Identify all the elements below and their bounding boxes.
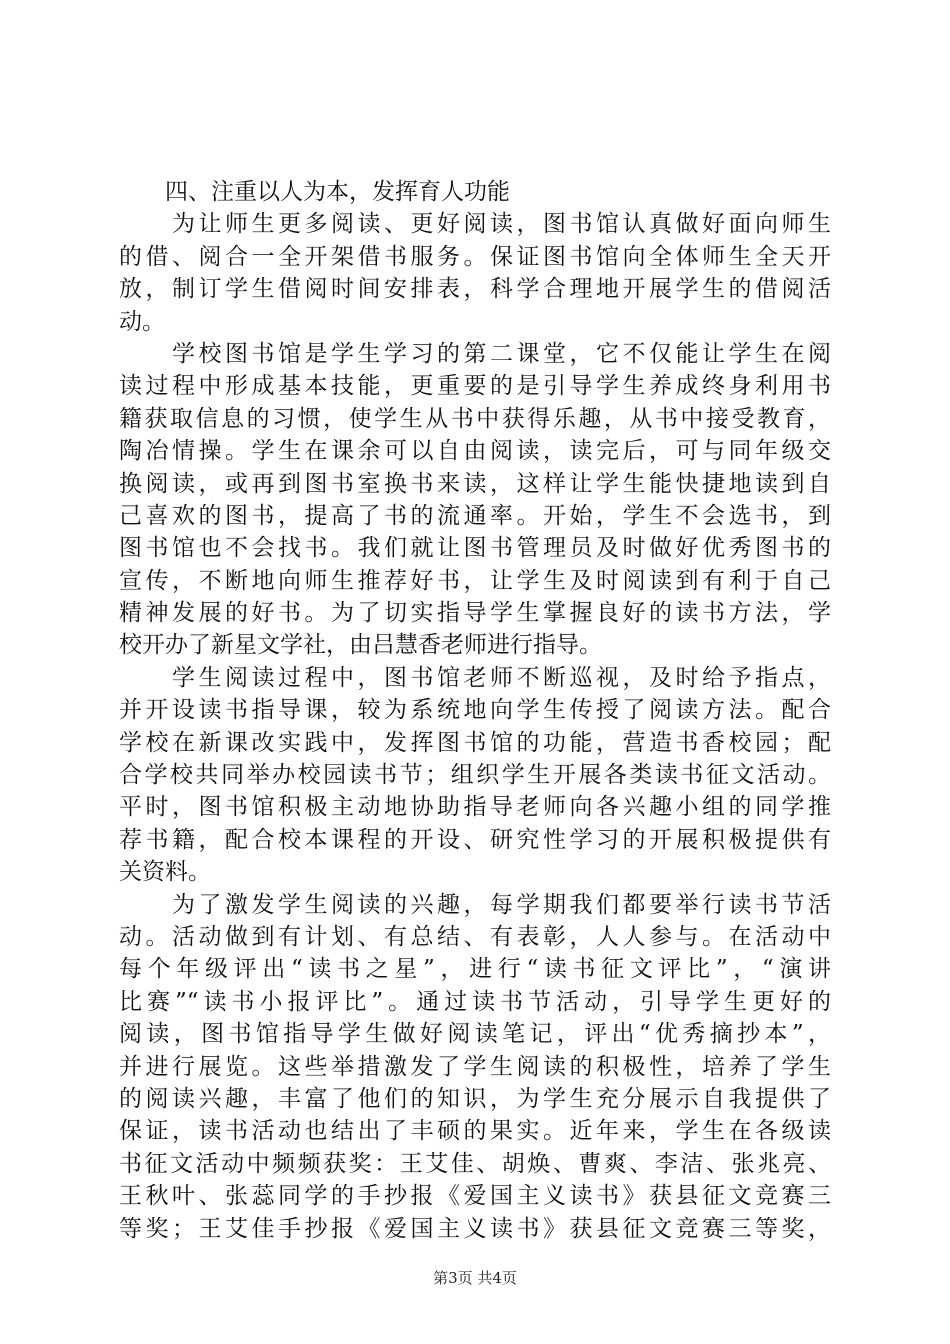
text-line: 图书馆也不会找书。我们就让图书管理员及时做好优秀图书的 bbox=[119, 535, 831, 562]
document-body bbox=[119, 176, 831, 1245]
text-line: 并开设读书指导课，较为系统地向学生传授了阅读方法。配合 bbox=[119, 697, 831, 724]
text-line: 陶冶情操。学生在课余可以自由阅读，读完后，可与同年级交 bbox=[119, 438, 831, 465]
text-line: 换阅读，或再到图书室换书来读，这样让学生能快捷地读到自 bbox=[119, 470, 831, 497]
text-line: 并进行展览。这些举措激发了学生阅读的积极性，培养了学生 bbox=[119, 1053, 831, 1080]
text-line: 书征文活动中频频获奖：王艾佳、胡焕、曹爽、李洁、张兆亮、 bbox=[119, 1150, 831, 1177]
text-line: 荐书籍，配合校本课程的开设、研究性学习的开展积极提供有 bbox=[119, 826, 831, 853]
text-line: 每个年级评出“读书之星”，进行“读书征文评比”，“演讲 bbox=[119, 956, 831, 983]
text-line: 校开办了新星文学社，由吕慧香老师进行指导。 bbox=[119, 632, 602, 659]
text-line: 为让师生更多阅读、更好阅读，图书馆认真做好面向师生 bbox=[119, 211, 831, 238]
text-line: 籍获取信息的习惯，使学生从书中获得乐趣，从书中接受教育， bbox=[119, 405, 831, 432]
text-line: 学生阅读过程中，图书馆老师不断巡视，及时给予指点， bbox=[119, 664, 831, 691]
text-line: 动。 bbox=[119, 308, 165, 335]
text-line: 王秋叶、张蕊同学的手抄报《爱国主义读书》获县征文竞赛三 bbox=[119, 1183, 831, 1210]
text-line: 的阅读兴趣，丰富了他们的知识，为学生充分展示自我提供了 bbox=[119, 1085, 831, 1112]
text-line: 学校在新课改实践中，发挥图书馆的功能，营造书香校园；配 bbox=[119, 729, 831, 756]
text-line: 保证，读书活动也结出了丰硕的果实。近年来，学生在各级读 bbox=[119, 1118, 831, 1145]
text-line: 己喜欢的图书，提高了书的流通率。开始，学生不会选书，到 bbox=[119, 502, 831, 529]
text-line: 宣传，不断地向师生推荐好书，让学生及时阅读到有利于自己 bbox=[119, 567, 831, 594]
text-line: 为了激发学生阅读的兴趣，每学期我们都要举行读书节活 bbox=[119, 891, 831, 918]
text-line: 学校图书馆是学生学习的第二课堂，它不仅能让学生在阅 bbox=[119, 340, 831, 367]
text-line: 精神发展的好书。为了切实指导学生掌握良好的读书方法，学 bbox=[119, 600, 831, 627]
text-line: 比赛”“读书小报评比”。通过读书节活动，引导学生更好的 bbox=[119, 988, 831, 1015]
text-line: 平时，图书馆积极主动地协助指导老师向各兴趣小组的同学推 bbox=[119, 794, 831, 821]
text-line: 动。活动做到有计划、有总结、有表彰，人人参与。在活动中 bbox=[119, 923, 831, 950]
text-line: 放，制订学生借阅时间安排表，科学合理地开展学生的借阅活 bbox=[119, 276, 831, 303]
text-line: 读过程中形成基本技能，更重要的是引导学生养成终身利用书 bbox=[119, 373, 831, 400]
text-line: 合学校共同举办校园读书节；组织学生开展各类读书征文活动。 bbox=[119, 762, 831, 789]
page-footer: 第3页 共4页 bbox=[433, 1269, 517, 1287]
text-line: 四、注重以人为本，发挥育人功能 bbox=[119, 179, 510, 205]
text-line: 的借、阅合一全开架借书服务。保证图书馆向全体师生全天开 bbox=[119, 243, 831, 270]
text-line: 关资料。 bbox=[119, 859, 211, 886]
text-line: 阅读，图书馆指导学生做好阅读笔记，评出“优秀摘抄本”， bbox=[119, 1021, 831, 1048]
text-line: 等奖；王艾佳手抄报《爱国主义读书》获县征文竞赛三等奖， bbox=[119, 1215, 831, 1242]
